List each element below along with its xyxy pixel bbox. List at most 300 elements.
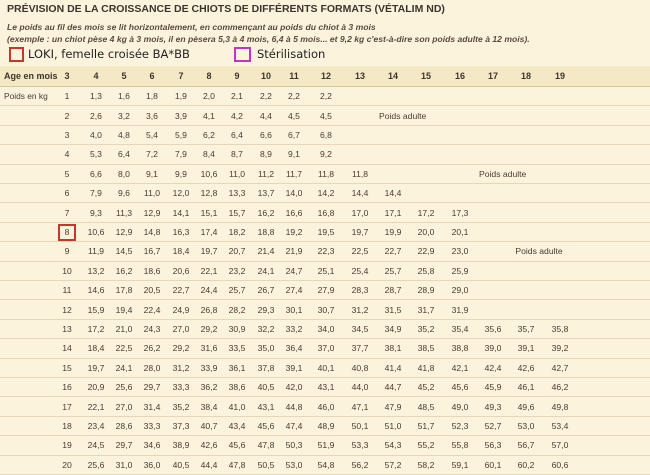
weight-cell: 41,8 [417,362,435,373]
weight-cell: 18,4 [87,343,105,354]
weight-cell: 31,5 [384,304,402,315]
weight-cell: 18,6 [143,265,161,276]
weight-cell: 4,4 [260,110,272,121]
weight-cell: 11,8 [351,168,369,179]
weight-cell: 51,0 [384,420,402,431]
weight-cell: 55,8 [451,440,469,451]
weight-cell: 36,1 [228,362,246,373]
weight-cell: 7,9 [90,188,102,199]
weight-cell: 22,1 [200,265,218,276]
weight-cell: 27,0 [115,401,133,412]
month-header: 18 [520,71,531,81]
legend-loki [9,46,190,62]
weight-cell: 51,9 [317,440,335,451]
month-header: 16 [454,71,465,81]
weight-cell: 17,1 [384,207,402,218]
table-row [0,378,650,397]
weight-cell: 50,5 [257,459,275,470]
weight-cell: 35,0 [257,343,275,354]
weight-cell: 60,1 [484,459,502,470]
weight-label: Poids en kg [4,91,48,102]
weight-cell: 19,4 [115,304,133,315]
weight-cell: 59,1 [451,459,469,470]
weight-cell: 2,1 [231,91,243,102]
weight-cell: 39,2 [551,343,569,354]
weight-cell: 28,0 [143,362,161,373]
weight-cell: 3,6 [146,110,158,121]
weight-cell: 40,5 [257,382,275,393]
weight-cell: 23,2 [228,265,246,276]
weight-cell: 1,3 [90,91,102,102]
weight-cell: 5,9 [175,129,187,140]
weight-cell: 4,5 [288,110,300,121]
month-header: 3 [64,71,70,81]
age-label: Age en mois [4,71,58,81]
weight-cell: 4,0 [90,129,102,140]
weight-cell: 46,0 [317,401,335,412]
weight-cell: 30,9 [228,323,246,334]
weight-cell: 31,2 [351,304,369,315]
weight-cell: 24,3 [143,323,161,334]
weight-cell: 33,2 [285,323,303,334]
weight-cell: 56,3 [484,440,502,451]
month-header: 19 [554,71,565,81]
weight-cell: 33,5 [228,343,246,354]
month-header: 9 [234,71,240,81]
weight-cell: 40,1 [317,362,335,373]
weight-cell: 31,2 [172,362,190,373]
table-row [0,436,650,455]
weight-cell: 19,5 [317,226,335,237]
start-weight-cell: 16 [62,382,72,393]
weight-cell: 47,8 [228,459,246,470]
weight-cell: 18,4 [172,246,190,257]
weight-cell: 47,1 [351,401,369,412]
weight-cell: 57,0 [551,440,569,451]
intro-line-1: Le poids au fil des mois se lit horizontalement, en commençant au poids du chiot à 3 mois [7,22,376,32]
weight-cell: 17,2 [417,207,435,218]
weight-cell: 20,6 [172,265,190,276]
start-weight-cell: 18 [62,420,72,431]
weight-cell: 1,6 [118,91,130,102]
weight-cell: 35,7 [517,323,535,334]
weight-cell: 3,2 [118,110,130,121]
weight-cell: 10,6 [87,226,105,237]
month-header: 12 [320,71,331,81]
weight-cell: 25,8 [417,265,435,276]
weight-cell: 19,7 [200,246,218,257]
weight-cell: 22,7 [384,246,402,257]
weight-cell: 53,4 [551,420,569,431]
weight-cell: 21,0 [115,323,133,334]
weight-cell: 19,2 [285,226,303,237]
weight-cell: 34,5 [351,323,369,334]
weight-cell: 45,6 [228,440,246,451]
weight-cell: 11,7 [285,168,303,179]
weight-cell: 44,8 [285,401,303,412]
table-row [0,223,650,242]
weight-cell: 25,7 [228,285,246,296]
weight-cell: 46,2 [551,382,569,393]
weight-cell: 20,1 [451,226,469,237]
weight-cell: 31,0 [115,459,133,470]
weight-cell: 12,9 [115,226,133,237]
weight-cell: 42,4 [484,362,502,373]
weight-cell: 6,8 [320,129,332,140]
start-weight-cell: 15 [62,362,72,373]
weight-cell: 41,0 [228,401,246,412]
weight-cell: 38,5 [417,343,435,354]
weight-cell: 7,9 [175,149,187,160]
weight-cell: 30,1 [285,304,303,315]
month-header: 15 [420,71,431,81]
month-header: 8 [206,71,212,81]
weight-cell: 12,9 [143,207,161,218]
adult-weight-note: Poids adulte [515,246,563,257]
weight-cell: 25,9 [451,265,469,276]
weight-cell: 42,6 [200,440,218,451]
weight-cell: 6,2 [203,129,215,140]
weight-cell: 16,2 [115,265,133,276]
weight-cell: 28,9 [417,285,435,296]
weight-cell: 31,4 [143,401,161,412]
weight-cell: 11,0 [228,168,246,179]
weight-cell: 11,3 [115,207,133,218]
table-row [0,106,650,125]
weight-cell: 34,9 [384,323,402,334]
growth-table [0,66,650,475]
weight-cell: 38,6 [228,382,246,393]
weight-cell: 16,8 [317,207,335,218]
weight-cell: 7,2 [146,149,158,160]
weight-cell: 23,4 [87,420,105,431]
weight-cell: 47,4 [285,420,303,431]
weight-cell: 9,6 [118,188,130,199]
weight-cell: 60,6 [551,459,569,470]
month-header: 17 [487,71,498,81]
table-row [0,87,650,106]
weight-cell: 24,7 [285,265,303,276]
weight-cell: 17,0 [351,207,369,218]
weight-cell: 6,4 [118,149,130,160]
start-weight-cell: 10 [62,265,72,276]
weight-cell: 20,5 [143,285,161,296]
start-weight-cell: 5 [64,168,70,179]
weight-cell: 16,2 [257,207,275,218]
weight-cell: 33,9 [200,362,218,373]
weight-cell: 41,4 [384,362,402,373]
weight-cell: 48,9 [317,420,335,431]
weight-cell: 33,3 [172,382,190,393]
weight-cell: 56,2 [351,459,369,470]
weight-cell: 40,8 [351,362,369,373]
weight-cell: 37,8 [257,362,275,373]
table-row [0,242,650,261]
weight-cell: 15,7 [228,207,246,218]
weight-cell: 38,4 [200,401,218,412]
weight-cell: 21,4 [257,246,275,257]
month-header: 4 [93,71,99,81]
weight-cell: 6,4 [231,129,243,140]
weight-cell: 8,0 [118,168,130,179]
weight-cell: 23,0 [451,246,469,257]
weight-cell: 14,8 [143,226,161,237]
weight-cell: 40,7 [200,420,218,431]
weight-cell: 35,2 [417,323,435,334]
weight-cell: 25,1 [317,265,335,276]
start-weight-cell: 17 [62,401,72,412]
weight-cell: 46,1 [517,382,535,393]
table-row [0,165,650,184]
start-weight-cell: 1 [64,91,70,102]
weight-cell: 22,7 [172,285,190,296]
weight-cell: 24,4 [200,285,218,296]
weight-cell: 1,8 [146,91,158,102]
table-header-row [0,66,650,87]
weight-cell: 28,2 [228,304,246,315]
weight-cell: 4,1 [203,110,215,121]
start-weight-cell: 14 [62,343,72,354]
weight-cell: 36,4 [285,343,303,354]
weight-cell: 31,7 [417,304,435,315]
weight-cell: 24,5 [87,440,105,451]
weight-cell: 9,2 [320,149,332,160]
weight-cell: 29,3 [257,304,275,315]
weight-cell: 8,7 [231,149,243,160]
weight-cell: 15,9 [87,304,105,315]
weight-cell: 1,9 [175,91,187,102]
weight-cell: 22,1 [87,401,105,412]
start-weight-cell: 9 [64,246,70,257]
highlighted-start-weight-cell: 8 [59,225,75,240]
weight-cell: 37,3 [172,420,190,431]
weight-cell: 31,9 [451,304,469,315]
weight-cell: 14,4 [384,188,402,199]
weight-cell: 10,6 [200,168,218,179]
weight-cell: 24,9 [172,304,190,315]
weight-cell: 16,7 [143,246,161,257]
table-row [0,397,650,416]
weight-cell: 5,4 [146,129,158,140]
weight-cell: 17,2 [87,323,105,334]
weight-cell: 14,2 [317,188,335,199]
weight-cell: 54,8 [317,459,335,470]
weight-cell: 25,4 [351,265,369,276]
weight-cell: 4,2 [231,110,243,121]
start-weight-cell: 19 [62,440,72,451]
weight-cell: 13,3 [228,188,246,199]
weight-cell: 53,0 [285,459,303,470]
weight-cell: 53,3 [351,440,369,451]
start-weight-cell: 2 [64,110,70,121]
weight-cell: 3,9 [175,110,187,121]
start-weight-cell: 20 [62,459,72,470]
table-row [0,320,650,339]
weight-cell: 28,3 [351,285,369,296]
weight-cell: 45,6 [451,382,469,393]
weight-cell: 29,2 [200,323,218,334]
weight-cell: 11,9 [87,246,105,257]
weight-cell: 17,4 [200,226,218,237]
weight-cell: 54,3 [384,440,402,451]
weight-cell: 32,2 [257,323,275,334]
weight-cell: 49,3 [484,401,502,412]
weight-cell: 49,8 [551,401,569,412]
weight-cell: 56,7 [517,440,535,451]
weight-cell: 39,1 [285,362,303,373]
weight-cell: 50,3 [285,440,303,451]
start-weight-cell: 4 [64,149,70,160]
table-row [0,145,650,164]
weight-cell: 35,6 [484,323,502,334]
weight-cell: 29,0 [451,285,469,296]
table-row [0,262,650,281]
weight-cell: 25,7 [384,265,402,276]
adult-weight-note: Poids adulte [479,168,527,179]
page-title: PRÉVISION DE LA CROISSANCE DE CHIOTS DE DIFFÉRENTS FORMATS (VÉTALIM ND) [7,3,445,15]
weight-cell: 38,1 [384,343,402,354]
weight-cell: 49,0 [451,401,469,412]
weight-cell: 9,3 [90,207,102,218]
weight-cell: 36,0 [143,459,161,470]
weight-cell: 13,7 [257,188,275,199]
month-header: 5 [121,71,127,81]
start-weight-cell: 11 [62,285,72,296]
weight-cell: 58,2 [417,459,435,470]
weight-cell: 22,9 [417,246,435,257]
table-row [0,359,650,378]
weight-cell: 26,7 [257,285,275,296]
month-header: 7 [178,71,184,81]
weight-cell: 2,6 [90,110,102,121]
weight-cell: 16,3 [172,226,190,237]
month-header: 10 [260,71,271,81]
weight-cell: 36,2 [200,382,218,393]
weight-cell: 26,2 [143,343,161,354]
start-weight-cell: 6 [64,188,70,199]
weight-cell: 17,3 [451,207,469,218]
table-row [0,281,650,300]
weight-cell: 14,1 [172,207,190,218]
weight-cell: 6,6 [90,168,102,179]
intro-line-2: (exemple : un chiot pèse 4 kg à 3 mois, il en pèsera 5,3 à 4 mois, 6,4 à 5 mois... et 9,2 kg c'est-à-dire son poids adulte à 12 mois). [7,33,530,44]
weight-cell: 12,0 [172,188,190,199]
weight-cell: 51,7 [417,420,435,431]
weight-cell: 42,0 [285,382,303,393]
weight-cell: 6,6 [260,129,272,140]
weight-cell: 38,9 [172,440,190,451]
table-row [0,456,650,475]
weight-cell: 20,9 [87,382,105,393]
weight-cell: 25,6 [87,459,105,470]
weight-cell: 26,8 [200,304,218,315]
weight-cell: 28,6 [115,420,133,431]
weight-cell: 9,1 [288,149,300,160]
weight-cell: 21,9 [285,246,303,257]
start-weight-cell: 3 [64,129,70,140]
table-row [0,300,650,319]
weight-cell: 6,7 [288,129,300,140]
weight-cell: 31,6 [200,343,218,354]
red-square-marker-icon [9,47,24,62]
weight-cell: 20,0 [417,226,435,237]
weight-cell: 33,3 [143,420,161,431]
weight-cell: 2,2 [320,91,332,102]
weight-cell: 34,0 [317,323,335,334]
weight-cell: 38,8 [451,343,469,354]
weight-cell: 35,4 [451,323,469,334]
weight-cell: 14,0 [285,188,303,199]
weight-cell: 29,2 [172,343,190,354]
weight-cell: 29,7 [143,382,161,393]
weight-cell: 14,4 [351,188,369,199]
start-weight-cell: 13 [62,323,72,334]
weight-cell: 50,1 [351,420,369,431]
weight-cell: 43,1 [257,401,275,412]
weight-cell: 35,2 [172,401,190,412]
weight-cell: 28,7 [384,285,402,296]
weight-cell: 35,8 [551,323,569,334]
weight-cell: 25,6 [115,382,133,393]
weight-cell: 60,2 [517,459,535,470]
weight-cell: 18,8 [257,226,275,237]
weight-cell: 27,0 [172,323,190,334]
weight-cell: 37,7 [351,343,369,354]
weight-cell: 5,3 [90,149,102,160]
weight-cell: 55,2 [417,440,435,451]
weight-cell: 11,2 [257,168,275,179]
weight-cell: 24,1 [257,265,275,276]
weight-cell: 37,0 [317,343,335,354]
weight-cell: 9,1 [146,168,158,179]
weight-cell: 16,6 [285,207,303,218]
weight-cell: 48,5 [417,401,435,412]
weight-cell: 45,9 [484,382,502,393]
legend-sterilisation-label: Stérilisation [257,47,326,61]
weight-cell: 52,3 [451,420,469,431]
weight-cell: 43,1 [317,382,335,393]
legend-loki-label: LOKI, femelle croisée BA*BB [28,47,190,61]
weight-cell: 19,7 [351,226,369,237]
weight-cell: 52,7 [484,420,502,431]
pink-square-marker-icon [234,47,251,62]
start-weight-cell: 7 [64,207,70,218]
weight-cell: 27,4 [285,285,303,296]
weight-cell: 47,9 [384,401,402,412]
weight-cell: 42,7 [551,362,569,373]
weight-cell: 44,4 [200,459,218,470]
weight-cell: 20,7 [228,246,246,257]
weight-cell: 13,2 [87,265,105,276]
weight-cell: 8,4 [203,149,215,160]
weight-cell: 42,1 [451,362,469,373]
weight-cell: 27,9 [317,285,335,296]
weight-cell: 19,7 [87,362,105,373]
weight-cell: 15,1 [200,207,218,218]
weight-cell: 9,9 [175,168,187,179]
weight-cell: 44,7 [384,382,402,393]
weight-cell: 40,5 [172,459,190,470]
weight-cell: 4,8 [118,129,130,140]
weight-cell: 42,6 [517,362,535,373]
weight-cell: 18,2 [228,226,246,237]
weight-cell: 22,5 [351,246,369,257]
weight-cell: 45,6 [257,420,275,431]
weight-cell: 39,0 [484,343,502,354]
weight-cell: 2,0 [203,91,215,102]
month-header: 11 [289,71,299,81]
table-row [0,339,650,358]
